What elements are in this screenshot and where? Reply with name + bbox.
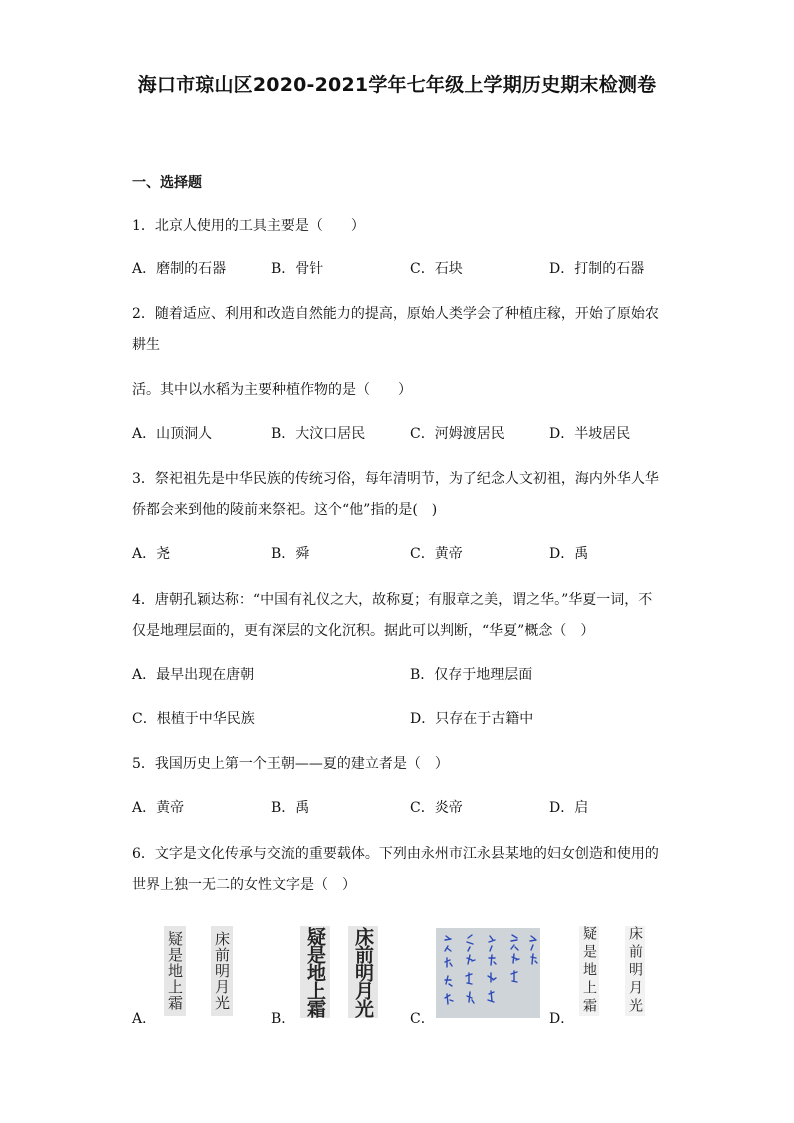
q3-option-a[interactable]: A．尧 [132,546,171,562]
question-5-text: 5．我国历史上第一个王朝——夏的建立者是（ ） [132,756,449,772]
q3-option-d[interactable]: D．禹 [549,546,589,562]
q6-option-a[interactable]: A． [132,1011,157,1027]
q6-d-poem-col2: 床前明月光 [627,926,643,1016]
q1-option-d[interactable]: D．打制的石器 [549,261,645,277]
q2-option-a[interactable]: A．山顶洞人 [132,426,213,442]
nushu-script-strokes [436,928,540,1018]
question-2-text-line2: 耕生 [132,337,160,353]
question-3-text-line1: 3．祭祀祖先是中华民族的传统习俗，每年清明节，为了纪念人文初祖，海内外华人华 [132,471,659,487]
q2-option-d[interactable]: D．半坡居民 [549,426,631,442]
q4-option-a[interactable]: A．最早出现在唐朝 [132,667,255,683]
q1-option-a[interactable]: A．磨制的石器 [132,261,227,277]
q6-b-poem-col2: 床前明月光 [348,926,378,1018]
q6-b-poem-col1: 疑是地上霜 [300,926,330,1018]
q6-d-poem-col1: 疑是地上霜 [581,926,597,1016]
q3-option-c[interactable]: C．黄帝 [410,546,463,562]
q6-option-d[interactable]: D． [549,1011,575,1027]
question-3-text-line2: 侨都会来到他的陵前来祭祀。这个“他”指的是( ) [132,502,438,518]
q6-a-poem-col1: 疑是地上霜 [164,926,186,1016]
question-1-text: 1．北京人使用的工具主要是（ ） [132,218,365,234]
nushu-handwriting-image [436,928,540,1018]
q2-option-c[interactable]: C．河姆渡居民 [410,426,505,442]
q5-option-d[interactable]: D．启 [549,800,589,816]
q4-option-d[interactable]: D．只存在于古籍中 [410,711,534,727]
section-heading: 一、选择题 [132,175,202,191]
question-2-text-line3: 活。其中以水稻为主要种植作物的是（ ） [132,382,412,398]
q4-option-b[interactable]: B．仅存于地理层面 [410,667,533,683]
question-2-text-line1: 2．随着适应、利用和改造自然能力的提高，原始人类学会了种植庄稼，开始了原始农 [132,306,659,322]
page-title: 海口市琼山区2020-2021学年七年级上学期历史期末检测卷 [137,74,657,96]
question-4-text-line1: 4．唐朝孔颖达称：“中国有礼仪之大，故称夏；有服章之美，谓之华。”华夏一词，不 [132,592,653,608]
q6-a-poem-col2: 床前明月光 [211,926,233,1016]
q5-option-a[interactable]: A．黄帝 [132,800,185,816]
q2-option-b[interactable]: B．大汶口居民 [271,426,366,442]
q5-option-b[interactable]: B．禹 [271,800,310,816]
q5-option-c[interactable]: C．炎帝 [410,800,463,816]
question-4-text-line2: 仅是地理层面的，更有深层的文化沉积。据此可以判断，“华夏”概念（ ） [132,623,595,639]
q4-option-c[interactable]: C．根植于中华民族 [132,711,255,727]
q1-option-c[interactable]: C．石块 [410,261,463,277]
q6-option-b[interactable]: B． [271,1011,296,1027]
q3-option-b[interactable]: B．舜 [271,546,310,562]
question-6-text-line1: 6．文字是文化传承与交流的重要载体。下列由永州市江永县某地的妇女创造和使用的 [132,846,659,862]
q1-option-b[interactable]: B．骨针 [271,261,324,277]
question-6-text-line2: 世界上独一无二的女性文字是（ ） [132,877,356,893]
q6-option-c[interactable]: C． [410,1011,435,1027]
